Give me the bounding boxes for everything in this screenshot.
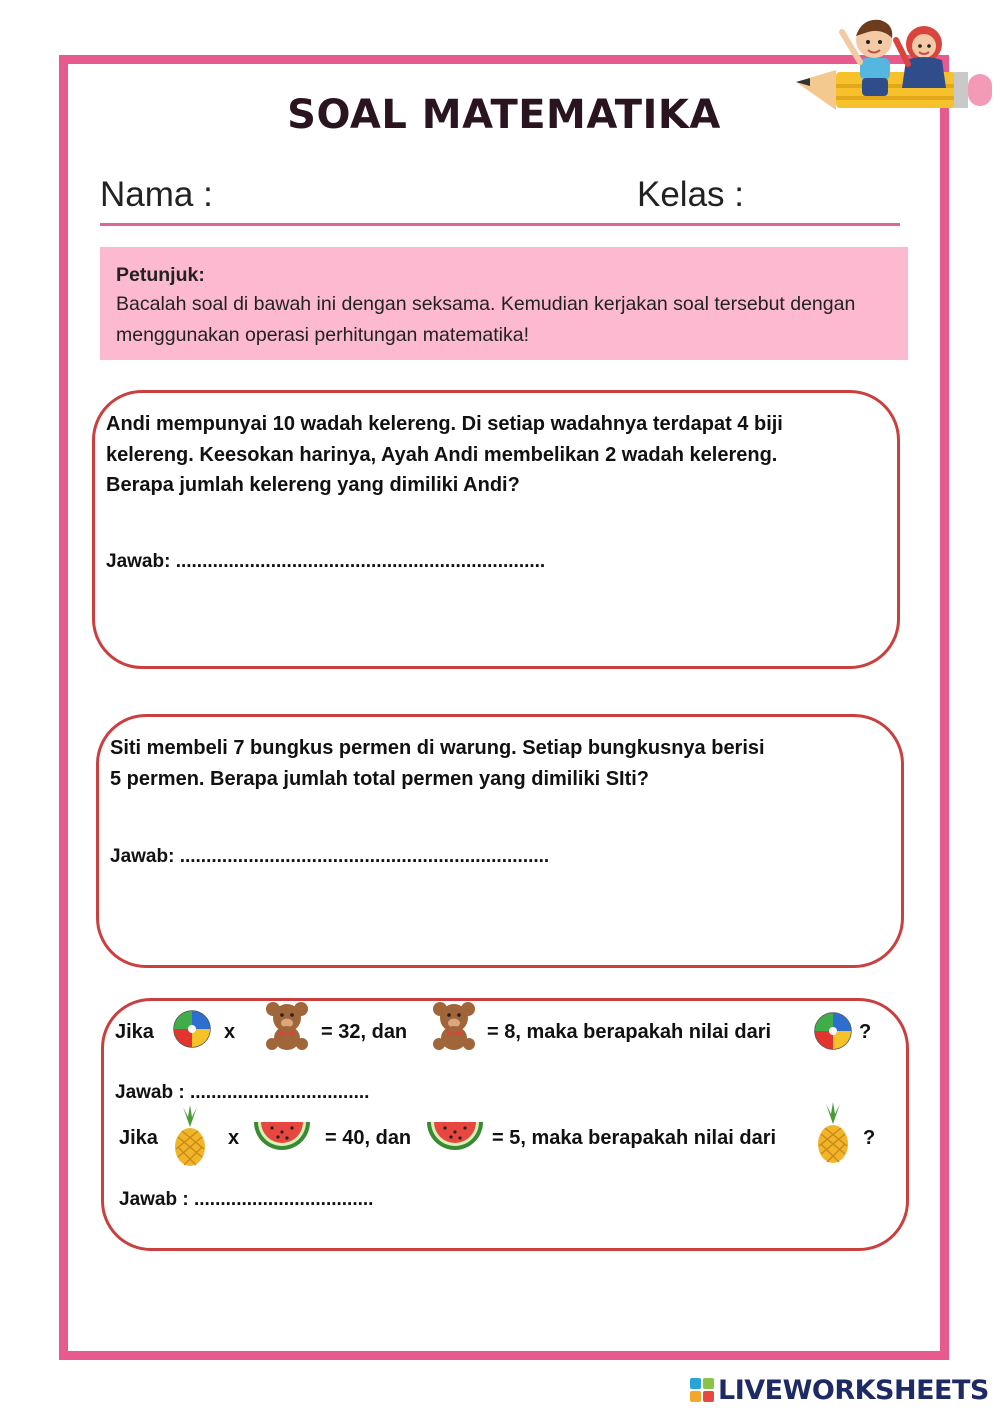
question-2-answer-line[interactable]: Jawab: ...................................................................... xyxy=(110,846,550,867)
puzzle-1-times: x xyxy=(224,1021,236,1043)
instructions-box xyxy=(100,247,908,360)
puzzle-1-jika: Jika xyxy=(115,1021,154,1043)
teddy-bear-icon xyxy=(429,1000,479,1052)
question-1-answer-line[interactable]: Jawab: ...................................................................... xyxy=(106,551,546,572)
puzzle-2-jika: Jika xyxy=(119,1127,158,1149)
puzzle-2-times: x xyxy=(228,1127,240,1149)
watermelon-slice-icon xyxy=(252,1118,312,1154)
puzzle-2-answer-line[interactable]: Jawab : .................................. xyxy=(119,1189,374,1210)
question-2-line-1: Siti membeli 7 bungkus permen di warung. Setiap bungkusnya berisi xyxy=(110,737,765,759)
instructions-text: Bacalah soal di bawah ini dengan seksama. Kemudian kerjakan soal tersebut dengan menggunakan operasi perhitungan matematika! xyxy=(116,293,856,346)
question-2-text xyxy=(110,733,890,794)
puzzle-1-part2: = 8, maka berapakah nilai dari xyxy=(487,1021,772,1043)
puzzle-2-part2: = 5, maka berapakah nilai dari xyxy=(492,1127,777,1149)
question-1-line-2: kelereng. Keesokan harinya, Ayah Andi membelikan 2 wadah kelereng. xyxy=(106,443,778,466)
pineapple-icon xyxy=(170,1105,210,1167)
puzzle-2-part1: = 40, dan xyxy=(325,1127,412,1149)
pineapple-icon xyxy=(813,1102,853,1164)
question-1-text xyxy=(106,409,886,501)
question-2-line-2: 5 permen. Berapa jumlah total permen yang dimiliki SIti? xyxy=(110,767,650,790)
class-label: Kelas : xyxy=(637,175,744,214)
brand-mark-icon xyxy=(690,1378,714,1402)
puzzle-1-answer-line[interactable]: Jawab : .................................. xyxy=(115,1082,370,1103)
name-label: Nama : xyxy=(100,175,213,214)
teddy-bear-icon xyxy=(262,1000,312,1052)
beach-ball-icon xyxy=(814,1012,852,1050)
beach-ball-icon xyxy=(173,1010,211,1048)
question-1-line-1: Andi mempunyai 10 wadah kelereng. Di setiap wadahnya terdapat 4 biji xyxy=(106,413,783,435)
name-class-row xyxy=(100,175,900,226)
puzzle-1-part1: = 32, dan xyxy=(321,1021,408,1043)
liveworksheets-logo xyxy=(690,1372,989,1408)
question-1-line-3: Berapa jumlah kelereng yang dimiliki Andi? xyxy=(106,474,520,496)
puzzle-2-question-mark: ? xyxy=(863,1127,876,1149)
watermelon-slice-icon xyxy=(425,1118,485,1154)
page-title: SOAL MATEMATIKA xyxy=(287,92,721,138)
brand-text: LIVEWORKSHEETS xyxy=(718,1374,989,1406)
instructions-title: Petunjuk: xyxy=(116,264,205,286)
puzzle-1-question-mark: ? xyxy=(859,1021,872,1043)
